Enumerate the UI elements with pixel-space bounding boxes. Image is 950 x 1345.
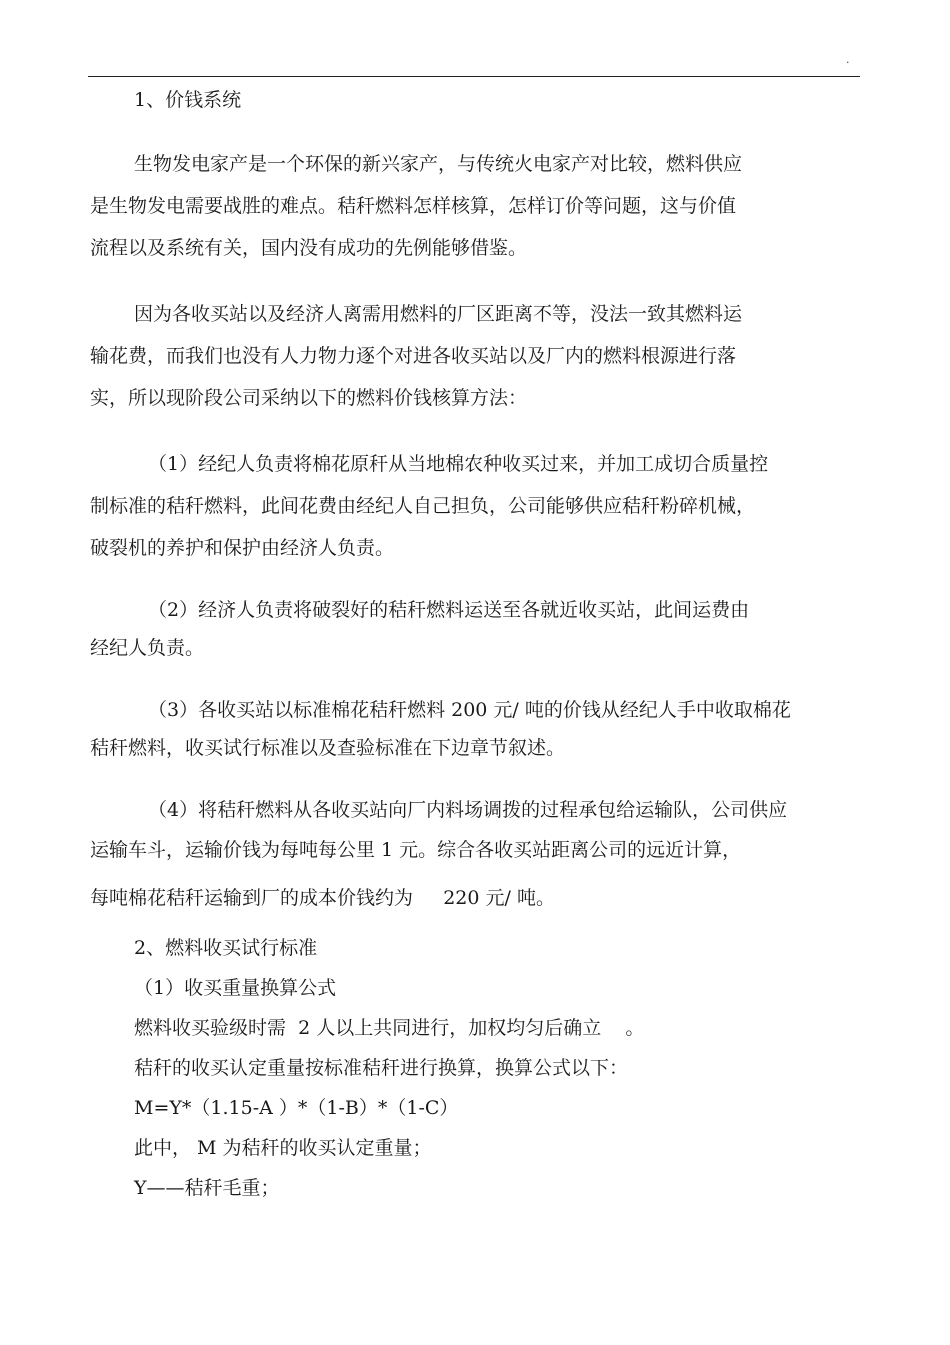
paragraph-line: 因为各收买站以及经济人离需用燃料的厂区距离不等，没法一致其燃料运: [134, 303, 743, 325]
section-heading-purchase-standard: 2、燃料收买试行标准: [134, 937, 318, 959]
paragraph-line: 此中， M 为秸秆的收买认定重量；: [134, 1137, 432, 1159]
list-item-line: 运输车斗，运输价钱为每吨每公里 1 元。综合各收买站距离公司的远近计算，: [90, 839, 742, 861]
paragraph-line: 燃料收买验级时需 2 人以上共同进行，加权均匀后确立 。: [134, 1017, 645, 1039]
paragraph-line: 是生物发电需要战胜的难点。秸秆燃料怎样核算，怎样订价等问题，这与价值: [90, 195, 737, 217]
paragraph-line: 秸秆的收买认定重量按标准秸秆进行换算，换算公式以下：: [134, 1057, 629, 1079]
header-rule: [88, 76, 860, 77]
list-item-line: 破裂机的养护和保护由经济人负责。: [90, 537, 395, 559]
list-item-line: 制标准的秸秆燃料，此间花费由经纪人自己担负，公司能够供应秸秆粉碎机械，: [90, 495, 756, 517]
list-item-line: 经纪人负责。: [90, 637, 205, 659]
list-item-line: （2）经济人负责将破裂好的秸秆燃料运送至各就近收买站，此间运费由: [148, 599, 750, 621]
paragraph-line: 实，所以现阶段公司采纳以下的燃料价钱核算方法：: [90, 387, 528, 409]
list-item-line: 秸秆燃料，收买试行标准以及查验标准在下边章节叙述。: [90, 737, 566, 759]
paragraph-line: 生物发电家产是一个环保的新兴家产，与传统火电家产对比较，燃料供应: [134, 153, 743, 175]
paragraph-line: 输花费，而我们也没有人力物力逐个对进各收买站以及厂内的燃料根源进行落: [90, 345, 737, 367]
list-item-line: （4）将秸秆燃料从各收买站向厂内料场调拨的过程承包给运输队，公司供应: [148, 799, 788, 821]
formula-line: M=Y*（1.15-A ）*（1-B）*（1-C）: [134, 1097, 459, 1119]
subsection-heading: （1）收买重量换算公式: [134, 977, 337, 999]
list-item-line: （1）经纪人负责将棉花原秆从当地棉农种收买过来，并加工成切合质量控: [148, 453, 769, 475]
list-item-line: 每吨棉花秸秆运输到厂的成本价钱约为 220 元/ 吨。: [90, 887, 555, 909]
list-item-line: （3）各收买站以标准棉花秸秆燃料 200 元/ 吨的价钱从经纪人手中收取棉花: [148, 699, 791, 721]
section-heading-pricing: 1、价钱系统: [134, 89, 242, 111]
paragraph-line: Y——秸秆毛重；: [134, 1177, 280, 1199]
paragraph-line: 流程以及系统有关，国内没有成功的先例能够借鉴。: [90, 237, 528, 259]
header-mark: ·: [846, 56, 850, 69]
